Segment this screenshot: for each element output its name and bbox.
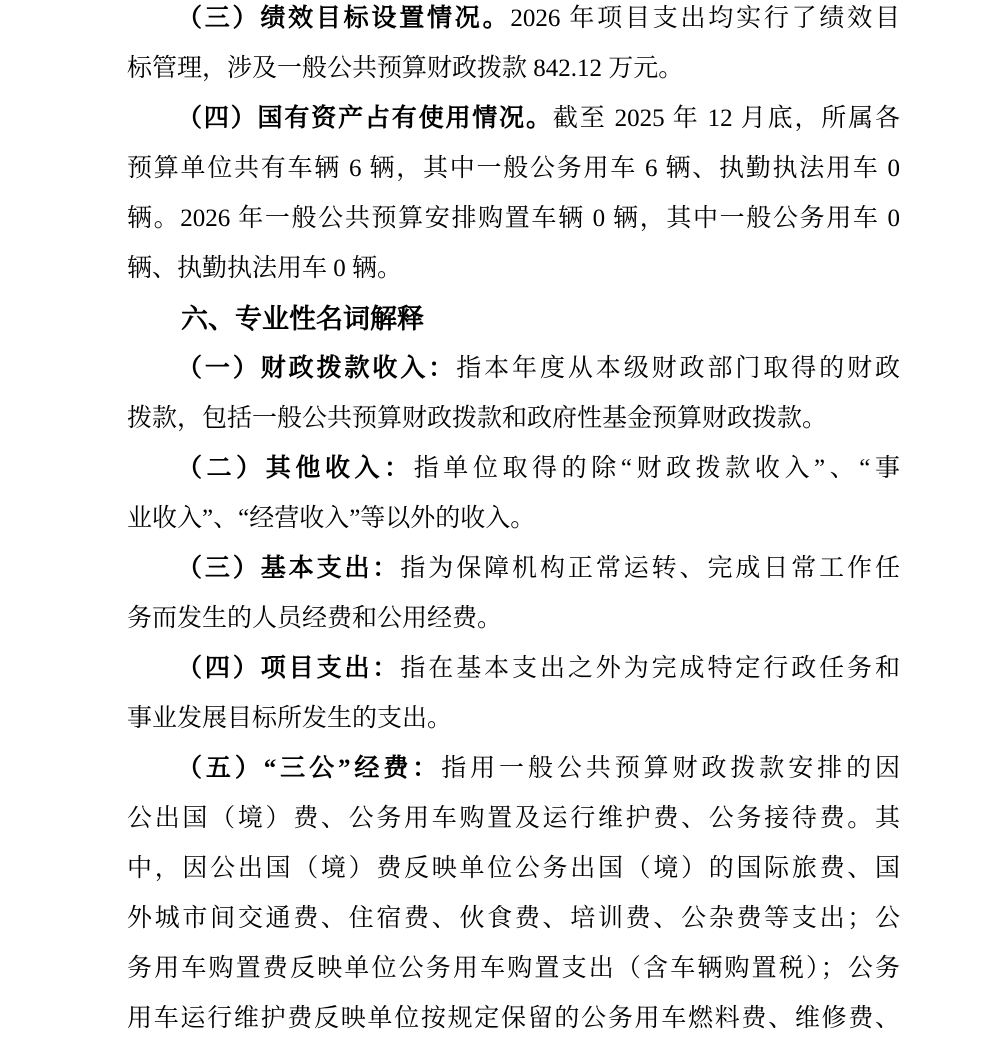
paragraph-line — [127, 594, 900, 644]
line-text: 辆。2026 年一般公共预算安排购置车辆 0 辆，其中一般公务用车 0 — [127, 205, 900, 232]
paragraph-line — [127, 544, 900, 594]
line-text: 中，因公出国（境）费反映单位公务出国（境）的国际旅费、国 — [127, 855, 900, 882]
line-text: 指本年度从本级财政部门取得的财政 — [456, 355, 900, 382]
line-text: 用车运行维护费反映单位按规定保留的公务用车燃料费、维修费、 — [127, 1005, 900, 1032]
line-text: 指用一般公共预算财政拨款安排的因 — [441, 755, 900, 782]
paragraph-line — [127, 994, 900, 1043]
document-content — [127, 0, 900, 1043]
line-text: 事业发展目标所发生的支出。 — [127, 705, 453, 732]
paragraph-line — [127, 94, 900, 144]
term-lead-in: （五）“三公”经费： — [177, 755, 442, 782]
line-text: 标管理，涉及一般公共预算财政拨款 842.12 万元。 — [127, 55, 684, 82]
line-text: 指单位取得的除“财政拨款收入”、“事 — [413, 455, 900, 482]
paragraph-line — [127, 194, 900, 244]
paragraph-line — [127, 444, 900, 494]
paragraph-lead-in: （四）国有资产占有使用情况。 — [177, 105, 553, 132]
line-text: 务用车购置费反映单位公务用车购置支出（含车辆购置税）；公务 — [127, 955, 900, 982]
line-text: 外城市间交通费、住宿费、伙食费、培训费、公杂费等支出；公 — [127, 905, 900, 932]
paragraph-line — [127, 644, 900, 694]
paragraph-line — [127, 144, 900, 194]
paragraph-line — [127, 44, 900, 94]
line-text: 2026 年项目支出均实行了绩效目 — [510, 5, 900, 32]
line-text: 务而发生的人员经费和公用经费。 — [127, 605, 503, 632]
paragraph-line — [127, 894, 900, 944]
paragraph-line — [127, 394, 900, 444]
line-text: 拨款，包括一般公共预算财政拨款和政府性基金预算财政拨款。 — [127, 405, 828, 432]
line-text: 公出国（境）费、公务用车购置及运行维护费、公务接待费。其 — [127, 805, 900, 832]
paragraph-line — [127, 494, 900, 544]
paragraph-line — [127, 744, 900, 794]
term-lead-in: （一）财政拨款收入： — [177, 355, 457, 382]
paragraph-line — [127, 244, 900, 294]
paragraph-line — [127, 844, 900, 894]
section-heading — [127, 294, 900, 344]
term-lead-in: （四）项目支出： — [177, 655, 401, 682]
line-text: 指为保障机构正常运转、完成日常工作任 — [400, 555, 900, 582]
line-text: 指在基本支出之外为完成特定行政任务和 — [400, 655, 900, 682]
paragraph-line — [127, 0, 900, 44]
line-text: 预算单位共有车辆 6 辆，其中一般公务用车 6 辆、执勤执法用车 0 — [127, 155, 900, 182]
paragraph-line — [127, 944, 900, 994]
term-lead-in: （二）其他收入： — [177, 455, 414, 482]
paragraph-lead-in: （三）绩效目标设置情况。 — [177, 5, 511, 32]
line-text: 业收入”、“经营收入”等以外的收入。 — [127, 505, 536, 532]
line-text: 辆、执勤执法用车 0 辆。 — [127, 255, 403, 282]
line-text: 截至 2025 年 12 月底，所属各 — [552, 105, 900, 132]
paragraph-line — [127, 344, 900, 394]
paragraph-line — [127, 794, 900, 844]
section-heading-text: 六、专业性名词解释 — [181, 304, 424, 334]
term-lead-in: （三）基本支出： — [177, 555, 401, 582]
paragraph-line — [127, 694, 900, 744]
